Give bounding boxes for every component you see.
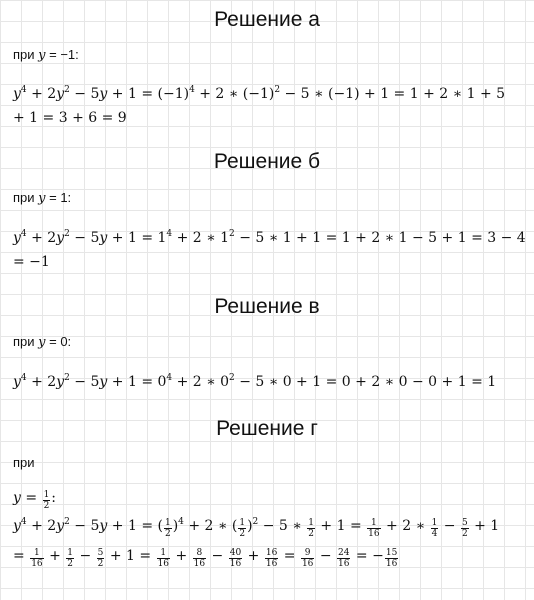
equation-g-line-1: y = $\frac{1}{2}$ : — [13, 490, 57, 511]
condition-g: при — [13, 455, 35, 470]
heading-solution-a: Решение а — [214, 8, 320, 31]
condition-v: при y = 0: — [13, 334, 72, 350]
equation-b-line-1: $y^4 + 2y^2 - 5y + 1 = 1^4 + 2$ ∗ $1^2 - 5$ ∗ 1 + 1 = 1 + 2 ∗ 1 − 5 + 1 = 3 − 4 — [13, 229, 526, 246]
equation-g-line-2: $y^4 + 2y^2 - 5y + 1$ = ( $\frac{1}{2}$ )$^4$ + 2 ∗ ( $\frac{1}{2}$ )$^2$ − 5 ∗ $\frac{1}{2}$ + 1 = $\frac{1}{16}$ + 2 ∗ $\frac{1}{4}$ − $\frac{5}{2}$ + 1 — [13, 517, 500, 539]
equation-a-line-1: $y^4 + 2y^2 - 5y + 1 = (-1)^4 + 2$ ∗ $(-1)^2 - 5$ ∗ (−1) + 1 = 1 + 2 ∗ 1 + 5 — [13, 85, 506, 102]
equation-b-line-2: = −1 — [13, 254, 50, 270]
condition-b: при y = 1: — [13, 190, 72, 206]
heading-solution-v: Решение в — [214, 295, 320, 318]
equation-g-line-3: = $\frac{1}{16}$ + $\frac{1}{2}$ − $\frac{5}{2}$ + 1 = $\frac{1}{16}$ + $\frac{8}{16}$ − $\frac{40}{16}$ + $\frac{16}{16}$ = $\frac{9}{16}$ − $\frac{24}{16}$ = − $\frac{15}{16}$ — [13, 548, 398, 569]
equation-v-line-1: $y^4 + 2y^2 - 5y + 1 = 0^4 + 2$ ∗ $0^2 - 5$ ∗ 0 + 1 = 0 + 2 ∗ 0 − 0 + 1 = 1 — [13, 373, 497, 390]
heading-solution-g: Решение г — [216, 417, 318, 440]
condition-a: при y = −1: — [13, 47, 79, 63]
heading-solution-b: Решение б — [213, 150, 321, 173]
equation-a-line-2: + 1 = 3 + 6 = 9 — [13, 110, 127, 126]
